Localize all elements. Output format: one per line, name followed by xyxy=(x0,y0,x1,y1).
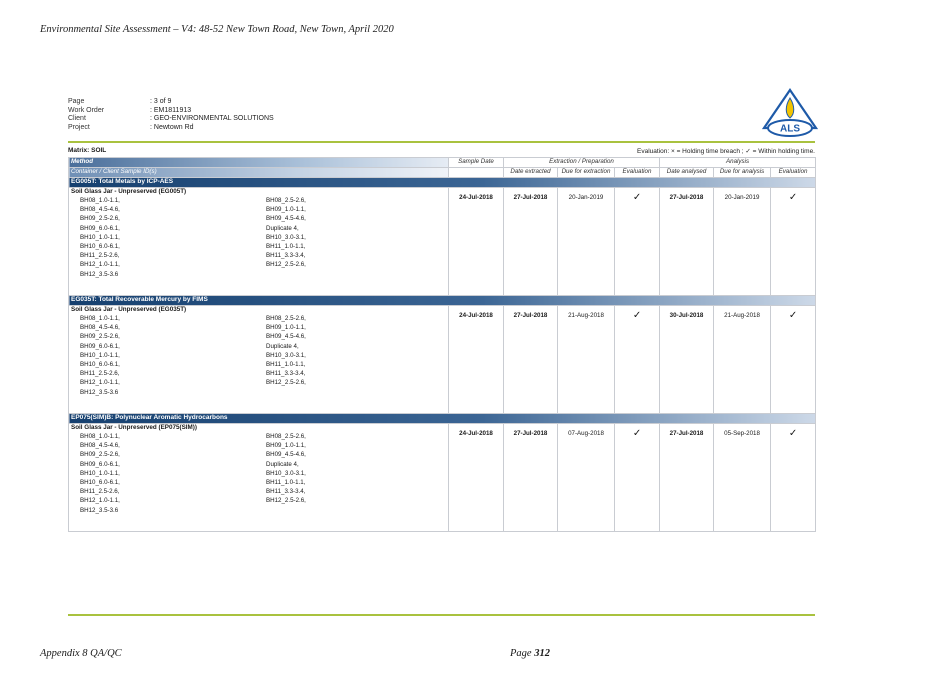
sample-id: BH11_3.3-3.4, xyxy=(266,252,306,260)
footer-page-number: 312 xyxy=(534,648,550,659)
header-method: Method xyxy=(69,158,449,168)
due-extraction: 07-Aug-2018 xyxy=(558,424,615,532)
container-title: Soil Glass Jar - Unpreserved (EG005T) xyxy=(71,188,187,195)
footer-rule xyxy=(68,614,815,616)
sample-id: BH09_4.5-4.6, xyxy=(266,451,306,459)
header-evaluation: Evaluation xyxy=(771,168,816,178)
method-title: EG005T: Total Metals by ICP-AES xyxy=(69,178,816,188)
check-icon: ✓ xyxy=(771,188,816,296)
check-icon: ✓ xyxy=(615,188,660,296)
sample-id: BH09_4.5-4.6, xyxy=(266,215,306,223)
header-container: Container / Client Sample ID(s) xyxy=(69,168,449,178)
sample-id: BH09_2.5-2.6, xyxy=(80,451,120,459)
meta-value: : Newtown Rd xyxy=(150,123,194,131)
header-analysis: Analysis xyxy=(660,158,816,168)
header-date-analysed: Date analysed xyxy=(660,168,714,178)
date-extracted: 27-Jul-2018 xyxy=(504,306,558,414)
meta-row-work-order xyxy=(68,107,274,116)
method-row xyxy=(69,296,816,306)
sample-id: BH12_3.5-3.6 xyxy=(80,270,119,278)
date-extracted: 27-Jul-2018 xyxy=(504,424,558,532)
report-meta xyxy=(68,98,274,132)
sample-date: 24-Jul-2018 xyxy=(449,424,504,532)
sample-id: BH08_1.0-1.1, xyxy=(80,433,120,440)
due-extraction: 21-Aug-2018 xyxy=(558,306,615,414)
holding-time-table xyxy=(68,157,816,532)
sample-id: BH12_3.5-3.6 xyxy=(80,506,119,514)
sample-id: BH09_6.0-6.1, xyxy=(80,342,120,350)
sample-id: BH12_1.0-1.1, xyxy=(80,379,120,387)
sample-id: BH12_2.5-2.6, xyxy=(266,261,306,269)
table-row xyxy=(69,306,816,414)
sample-id: Duplicate 4, xyxy=(266,224,299,232)
header-date-extracted: Date extracted xyxy=(504,168,558,178)
header-evaluation: Evaluation xyxy=(615,168,660,178)
container-cell xyxy=(69,424,449,532)
check-icon: ✓ xyxy=(615,306,660,414)
method-row xyxy=(69,178,816,188)
sample-id: BH10_6.0-6.1, xyxy=(80,361,120,369)
matrix-label: Matrix: SOIL xyxy=(68,147,107,154)
sample-id: BH11_2.5-2.6, xyxy=(80,252,120,260)
meta-row-page xyxy=(68,98,274,107)
table-subheader-row xyxy=(69,168,816,178)
sample-id: BH10_1.0-1.1, xyxy=(80,233,120,241)
sample-id: BH09_4.5-4.6, xyxy=(266,333,306,341)
date-analysed: 27-Jul-2018 xyxy=(660,188,714,296)
footer-page xyxy=(510,648,550,659)
sample-list xyxy=(80,196,446,279)
sample-list xyxy=(80,432,446,515)
meta-value: : EM1811913 xyxy=(150,106,192,114)
sample-id: BH11_1.0-1.1, xyxy=(266,361,306,369)
sample-id: BH08_1.0-1.1, xyxy=(80,315,120,322)
sample-id: BH12_3.5-3.6 xyxy=(80,388,119,396)
sample-id: BH10_3.0-3.1, xyxy=(266,233,306,241)
table-row xyxy=(69,188,816,296)
header-due-analysis: Due for analysis xyxy=(714,168,771,178)
sample-date: 24-Jul-2018 xyxy=(449,188,504,296)
footer-appendix: Appendix 8 QA/QC xyxy=(40,648,122,659)
meta-key: Project xyxy=(68,123,90,131)
container-title: Soil Glass Jar - Unpreserved (EG035T) xyxy=(71,306,187,313)
container-title: Soil Glass Jar - Unpreserved (EP075(SIM)) xyxy=(71,424,197,431)
date-extracted: 27-Jul-2018 xyxy=(504,188,558,296)
check-icon: ✓ xyxy=(771,306,816,414)
sample-id: BH11_2.5-2.6, xyxy=(80,370,120,378)
sample-id: BH08_4.5-4.6, xyxy=(80,324,120,332)
sample-id: BH10_6.0-6.1, xyxy=(80,243,120,251)
check-icon: ✓ xyxy=(615,424,660,532)
container-cell xyxy=(69,188,449,296)
sample-id: BH10_1.0-1.1, xyxy=(80,469,120,477)
header-blank xyxy=(449,168,504,178)
sample-id: BH08_1.0-1.1, xyxy=(80,197,120,204)
meta-key: Work Order xyxy=(68,106,105,114)
sample-id: BH11_2.5-2.6, xyxy=(80,488,120,496)
sample-id: BH12_1.0-1.1, xyxy=(80,261,120,269)
sample-id: BH10_1.0-1.1, xyxy=(80,351,120,359)
sample-id: BH10_3.0-3.1, xyxy=(266,469,306,477)
method-row xyxy=(69,414,816,424)
sample-id xyxy=(266,270,446,279)
sample-date: 24-Jul-2018 xyxy=(449,306,504,414)
sample-id: BH09_1.0-1.1, xyxy=(266,442,306,450)
sample-id: BH09_6.0-6.1, xyxy=(80,460,120,468)
method-title: EP075(SIM)B: Polynuclear Aromatic Hydrocarbons xyxy=(69,414,816,424)
sample-id: Duplicate 4, xyxy=(266,460,299,468)
logo-text: ALS xyxy=(780,123,800,135)
date-analysed: 27-Jul-2018 xyxy=(660,424,714,532)
sample-id: BH09_2.5-2.6, xyxy=(80,215,120,223)
sample-id: BH11_1.0-1.1, xyxy=(266,243,306,251)
meta-key: Page xyxy=(68,98,85,105)
evaluation-legend: Evaluation: × = Holding time breach ; ✓ = Within holding time. xyxy=(637,148,815,155)
sample-id: BH12_2.5-2.6, xyxy=(266,497,306,505)
meta-key: Client xyxy=(68,115,86,123)
header-due-extraction: Due for extraction xyxy=(558,168,615,178)
sample-id: BH09_2.5-2.6, xyxy=(80,333,120,341)
sample-id: BH08_2.5-2.6, xyxy=(266,433,306,440)
due-analysis: 20-Jan-2019 xyxy=(714,188,771,296)
sample-id: BH09_1.0-1.1, xyxy=(266,324,306,332)
header-rule xyxy=(68,141,815,143)
method-title: EG035T: Total Recoverable Mercury by FIMS xyxy=(69,296,816,306)
table-row xyxy=(69,424,816,532)
due-extraction: 20-Jan-2019 xyxy=(558,188,615,296)
footer-page-prefix: Page xyxy=(510,648,535,659)
sample-id xyxy=(266,388,446,397)
sample-id: BH09_6.0-6.1, xyxy=(80,224,120,232)
sample-id: BH11_1.0-1.1, xyxy=(266,479,306,487)
table-header-row xyxy=(69,158,816,168)
sample-id: BH08_4.5-4.6, xyxy=(80,442,120,450)
sample-id: BH08_2.5-2.6, xyxy=(266,197,306,204)
document-header: Environmental Site Assessment – V4: 48-52 New Town Road, New Town, April 2020 xyxy=(40,24,394,35)
sample-list xyxy=(80,314,446,397)
sample-id: Duplicate 4, xyxy=(266,342,299,350)
sample-id: BH12_1.0-1.1, xyxy=(80,497,120,505)
sample-id: BH08_4.5-4.6, xyxy=(80,206,120,214)
header-sample-date: Sample Date xyxy=(449,158,504,168)
sample-id: BH10_6.0-6.1, xyxy=(80,479,120,487)
meta-row-project xyxy=(68,124,274,133)
date-analysed: 30-Jul-2018 xyxy=(660,306,714,414)
sample-id: BH10_3.0-3.1, xyxy=(266,351,306,359)
sample-id: BH12_2.5-2.6, xyxy=(266,379,306,387)
check-icon: ✓ xyxy=(771,424,816,532)
meta-value: : GEO-ENVIRONMENTAL SOLUTIONS xyxy=(150,115,274,123)
sample-id: BH08_2.5-2.6, xyxy=(266,315,306,322)
meta-value: : 3 of 9 xyxy=(150,98,172,105)
sample-id xyxy=(266,506,446,515)
sample-id: BH09_1.0-1.1, xyxy=(266,206,306,214)
due-analysis: 21-Aug-2018 xyxy=(714,306,771,414)
due-analysis: 05-Sep-2018 xyxy=(714,424,771,532)
sample-id: BH11_3.3-3.4, xyxy=(266,488,306,496)
header-extraction: Extraction / Preparation xyxy=(504,158,660,168)
als-logo-icon xyxy=(762,88,818,138)
container-cell xyxy=(69,306,449,414)
sample-id: BH11_3.3-3.4, xyxy=(266,370,306,378)
meta-row-client xyxy=(68,115,274,124)
